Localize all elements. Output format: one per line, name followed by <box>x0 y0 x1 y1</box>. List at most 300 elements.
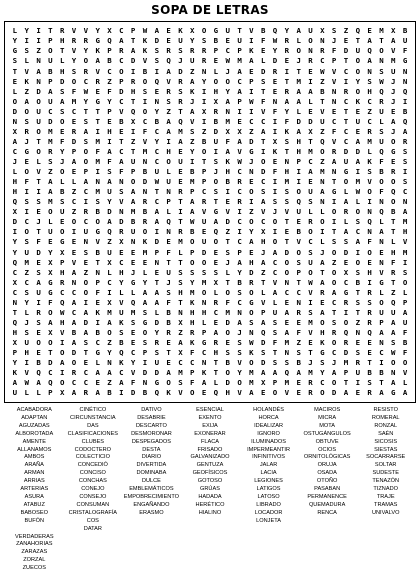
grid-letter[interactable]: S <box>80 137 92 147</box>
grid-letter[interactable]: I <box>340 308 352 318</box>
grid-letter[interactable]: U <box>175 157 187 167</box>
grid-letter[interactable]: J <box>163 277 175 287</box>
grid-letter[interactable]: S <box>210 267 222 277</box>
grid-letter[interactable]: M <box>340 358 352 368</box>
grid-letter[interactable]: E <box>352 388 364 398</box>
grid-letter[interactable]: N <box>376 237 388 247</box>
grid-letter[interactable]: R <box>163 328 175 338</box>
grid-letter[interactable]: I <box>281 66 293 76</box>
grid-letter[interactable]: B <box>198 137 210 147</box>
grid-letter[interactable]: R <box>139 217 151 227</box>
grid-letter[interactable]: M <box>376 26 388 36</box>
grid-letter[interactable]: E <box>127 338 139 348</box>
grid-letter[interactable]: U <box>80 227 92 237</box>
grid-letter[interactable]: O <box>21 167 33 177</box>
grid-letter[interactable]: K <box>186 86 198 96</box>
grid-letter[interactable]: O <box>139 76 151 86</box>
grid-letter[interactable]: C <box>210 308 222 318</box>
grid-letter[interactable]: X <box>56 388 68 398</box>
grid-letter[interactable]: L <box>44 217 56 227</box>
grid-letter[interactable]: A <box>33 66 45 76</box>
grid-letter[interactable]: X <box>222 127 234 137</box>
grid-letter[interactable]: R <box>210 297 222 307</box>
grid-letter[interactable]: F <box>104 86 116 96</box>
grid-letter[interactable]: W <box>80 86 92 96</box>
grid-letter[interactable]: N <box>316 197 328 207</box>
grid-letter[interactable]: F <box>92 147 104 157</box>
grid-letter[interactable]: S <box>210 157 222 167</box>
grid-letter[interactable]: E <box>56 127 68 137</box>
grid-letter[interactable]: T <box>340 116 352 126</box>
grid-letter[interactable]: C <box>68 378 80 388</box>
grid-letter[interactable]: O <box>115 66 127 76</box>
grid-letter[interactable]: C <box>44 106 56 116</box>
grid-letter[interactable]: U <box>44 96 56 106</box>
grid-letter[interactable]: O <box>186 388 198 398</box>
grid-letter[interactable]: Y <box>80 46 92 56</box>
grid-letter[interactable]: A <box>399 207 411 217</box>
grid-letter[interactable]: L <box>139 267 151 277</box>
grid-letter[interactable]: U <box>352 46 364 56</box>
grid-letter[interactable]: B <box>92 207 104 217</box>
grid-letter[interactable]: R <box>364 308 376 318</box>
grid-letter[interactable]: D <box>340 348 352 358</box>
grid-letter[interactable]: O <box>340 318 352 328</box>
grid-letter[interactable]: B <box>139 207 151 217</box>
grid-letter[interactable]: I <box>33 26 45 36</box>
grid-letter[interactable]: S <box>257 348 269 358</box>
grid-letter[interactable]: J <box>210 167 222 177</box>
grid-letter[interactable]: H <box>186 318 198 328</box>
grid-letter[interactable]: U <box>127 157 139 167</box>
grid-letter[interactable]: Y <box>281 106 293 116</box>
grid-letter[interactable]: V <box>68 257 80 267</box>
grid-letter[interactable]: G <box>340 287 352 297</box>
grid-letter[interactable]: A <box>222 147 234 157</box>
grid-letter[interactable]: K <box>163 388 175 398</box>
grid-letter[interactable]: E <box>305 338 317 348</box>
grid-letter[interactable]: K <box>245 348 257 358</box>
grid-letter[interactable]: V <box>21 368 33 378</box>
grid-letter[interactable]: N <box>316 36 328 46</box>
grid-letter[interactable]: G <box>92 227 104 237</box>
grid-letter[interactable]: U <box>9 388 21 398</box>
grid-letter[interactable]: A <box>9 137 21 147</box>
grid-letter[interactable]: G <box>340 167 352 177</box>
grid-letter[interactable]: O <box>127 177 139 187</box>
grid-letter[interactable]: N <box>305 46 317 56</box>
grid-letter[interactable]: D <box>340 46 352 56</box>
grid-letter[interactable]: V <box>139 137 151 147</box>
grid-letter[interactable]: A <box>281 308 293 318</box>
grid-letter[interactable]: B <box>163 318 175 328</box>
grid-letter[interactable]: C <box>234 217 246 227</box>
grid-letter[interactable]: S <box>376 127 388 137</box>
grid-letter[interactable]: R <box>115 46 127 56</box>
grid-letter[interactable]: C <box>186 358 198 368</box>
grid-letter[interactable]: M <box>44 137 56 147</box>
grid-letter[interactable]: O <box>33 147 45 157</box>
grid-letter[interactable]: C <box>245 116 257 126</box>
grid-letter[interactable]: N <box>139 157 151 167</box>
grid-letter[interactable]: R <box>56 26 68 36</box>
grid-letter[interactable]: U <box>376 137 388 147</box>
grid-letter[interactable]: S <box>281 197 293 207</box>
grid-letter[interactable]: I <box>21 187 33 197</box>
grid-letter[interactable]: T <box>305 348 317 358</box>
grid-letter[interactable]: X <box>210 96 222 106</box>
grid-letter[interactable]: B <box>139 66 151 76</box>
grid-letter[interactable]: O <box>56 378 68 388</box>
grid-letter[interactable]: X <box>9 338 21 348</box>
grid-letter[interactable]: R <box>175 227 187 237</box>
grid-letter[interactable]: Z <box>316 157 328 167</box>
grid-letter[interactable]: R <box>186 46 198 56</box>
grid-letter[interactable]: S <box>340 237 352 247</box>
grid-letter[interactable]: R <box>364 388 376 398</box>
grid-letter[interactable]: V <box>305 287 317 297</box>
grid-letter[interactable]: J <box>222 66 234 76</box>
grid-letter[interactable]: T <box>175 257 187 267</box>
grid-letter[interactable]: A <box>316 308 328 318</box>
grid-letter[interactable]: O <box>186 257 198 267</box>
grid-letter[interactable]: F <box>104 157 116 167</box>
grid-letter[interactable]: A <box>234 318 246 328</box>
grid-letter[interactable]: V <box>399 237 411 247</box>
grid-letter[interactable]: Q <box>151 76 163 86</box>
grid-letter[interactable]: Q <box>9 257 21 267</box>
grid-letter[interactable]: R <box>80 36 92 46</box>
grid-letter[interactable]: Y <box>127 358 139 368</box>
grid-letter[interactable]: J <box>387 96 399 106</box>
grid-letter[interactable]: R <box>198 56 210 66</box>
grid-letter[interactable]: F <box>269 338 281 348</box>
grid-letter[interactable]: Y <box>104 96 116 106</box>
grid-letter[interactable]: I <box>92 318 104 328</box>
grid-letter[interactable]: Q <box>399 86 411 96</box>
grid-letter[interactable]: B <box>92 247 104 257</box>
grid-letter[interactable]: J <box>186 96 198 106</box>
grid-letter[interactable]: A <box>115 157 127 167</box>
grid-letter[interactable]: C <box>234 167 246 177</box>
grid-letter[interactable]: D <box>68 348 80 358</box>
grid-letter[interactable]: O <box>328 247 340 257</box>
grid-letter[interactable]: D <box>104 207 116 217</box>
grid-letter[interactable]: M <box>127 308 139 318</box>
grid-letter[interactable]: X <box>257 378 269 388</box>
grid-letter[interactable]: M <box>245 378 257 388</box>
grid-letter[interactable]: P <box>186 247 198 257</box>
grid-letter[interactable]: Q <box>387 297 399 307</box>
grid-letter[interactable]: E <box>92 297 104 307</box>
grid-letter[interactable]: T <box>210 197 222 207</box>
grid-letter[interactable]: Q <box>364 328 376 338</box>
grid-letter[interactable]: H <box>56 318 68 328</box>
grid-letter[interactable]: Z <box>186 66 198 76</box>
grid-letter[interactable]: Z <box>293 338 305 348</box>
grid-letter[interactable]: P <box>127 26 139 36</box>
grid-letter[interactable]: A <box>92 56 104 66</box>
grid-letter[interactable]: F <box>222 297 234 307</box>
grid-letter[interactable]: R <box>234 177 246 187</box>
grid-letter[interactable]: A <box>198 378 210 388</box>
grid-letter[interactable]: N <box>352 328 364 338</box>
grid-letter[interactable]: C <box>234 297 246 307</box>
grid-letter[interactable]: P <box>234 247 246 257</box>
grid-letter[interactable]: X <box>115 237 127 247</box>
grid-letter[interactable]: S <box>328 26 340 36</box>
grid-letter[interactable]: A <box>269 287 281 297</box>
grid-letter[interactable]: I <box>352 167 364 177</box>
grid-letter[interactable]: A <box>387 328 399 338</box>
grid-letter[interactable]: H <box>56 267 68 277</box>
grid-letter[interactable]: S <box>399 157 411 167</box>
grid-letter[interactable]: A <box>399 127 411 137</box>
grid-letter[interactable]: O <box>163 378 175 388</box>
grid-letter[interactable]: R <box>127 76 139 86</box>
grid-letter[interactable]: P <box>399 297 411 307</box>
grid-letter[interactable]: C <box>80 217 92 227</box>
grid-letter[interactable]: Q <box>293 197 305 207</box>
grid-letter[interactable]: A <box>387 116 399 126</box>
grid-letter[interactable]: I <box>92 127 104 137</box>
grid-letter[interactable]: R <box>399 137 411 147</box>
grid-letter[interactable]: Q <box>316 137 328 147</box>
grid-letter[interactable]: E <box>198 227 210 237</box>
grid-letter[interactable]: A <box>44 86 56 96</box>
grid-letter[interactable]: C <box>68 197 80 207</box>
grid-letter[interactable]: F <box>399 348 411 358</box>
grid-letter[interactable]: L <box>352 197 364 207</box>
grid-letter[interactable]: J <box>328 358 340 368</box>
grid-letter[interactable]: B <box>56 187 68 197</box>
grid-letter[interactable]: D <box>9 106 21 116</box>
grid-letter[interactable]: E <box>305 66 317 76</box>
grid-letter[interactable]: N <box>222 106 234 116</box>
grid-letter[interactable]: L <box>92 358 104 368</box>
grid-letter[interactable]: N <box>316 177 328 187</box>
grid-letter[interactable]: S <box>399 147 411 157</box>
grid-letter[interactable]: P <box>68 147 80 157</box>
grid-letter[interactable]: T <box>210 368 222 378</box>
grid-letter[interactable]: T <box>151 187 163 197</box>
grid-letter[interactable]: R <box>234 197 246 207</box>
grid-letter[interactable]: C <box>198 348 210 358</box>
grid-letter[interactable]: S <box>293 257 305 267</box>
grid-letter[interactable]: O <box>210 177 222 187</box>
grid-letter[interactable]: Z <box>257 267 269 277</box>
grid-letter[interactable]: C <box>139 116 151 126</box>
grid-letter[interactable]: J <box>387 76 399 86</box>
grid-letter[interactable]: V <box>186 116 198 126</box>
grid-letter[interactable]: Q <box>399 116 411 126</box>
grid-letter[interactable]: S <box>92 197 104 207</box>
grid-letter[interactable]: B <box>376 167 388 177</box>
grid-letter[interactable]: N <box>175 308 187 318</box>
grid-letter[interactable]: Q <box>33 368 45 378</box>
grid-letter[interactable]: E <box>352 338 364 348</box>
grid-letter[interactable]: A <box>245 388 257 398</box>
grid-letter[interactable]: S <box>281 358 293 368</box>
grid-letter[interactable]: C <box>115 147 127 157</box>
grid-letter[interactable]: M <box>198 277 210 287</box>
grid-letter[interactable]: Y <box>9 358 21 368</box>
grid-letter[interactable]: S <box>234 287 246 297</box>
grid-letter[interactable]: D <box>340 247 352 257</box>
grid-letter[interactable]: I <box>68 227 80 237</box>
grid-letter[interactable]: C <box>281 287 293 297</box>
grid-letter[interactable]: C <box>80 187 92 197</box>
grid-letter[interactable]: P <box>151 247 163 257</box>
grid-letter[interactable]: P <box>163 197 175 207</box>
grid-letter[interactable]: D <box>151 36 163 46</box>
grid-letter[interactable]: P <box>139 348 151 358</box>
grid-letter[interactable]: M <box>364 137 376 147</box>
grid-letter[interactable]: V <box>115 106 127 116</box>
grid-letter[interactable]: S <box>364 167 376 177</box>
grid-letter[interactable]: L <box>210 287 222 297</box>
grid-letter[interactable]: Y <box>68 56 80 66</box>
grid-letter[interactable]: I <box>151 227 163 237</box>
grid-letter[interactable]: A <box>399 308 411 318</box>
grid-letter[interactable]: V <box>92 66 104 76</box>
grid-letter[interactable]: B <box>293 227 305 237</box>
grid-letter[interactable]: K <box>139 36 151 46</box>
grid-letter[interactable]: Z <box>104 378 116 388</box>
grid-letter[interactable]: T <box>92 257 104 267</box>
grid-letter[interactable]: N <box>139 187 151 197</box>
grid-letter[interactable]: M <box>281 338 293 348</box>
grid-letter[interactable]: I <box>305 297 317 307</box>
grid-letter[interactable]: U <box>234 36 246 46</box>
grid-letter[interactable]: V <box>376 267 388 277</box>
grid-letter[interactable]: C <box>127 348 139 358</box>
grid-letter[interactable]: E <box>175 167 187 177</box>
grid-letter[interactable]: E <box>293 388 305 398</box>
grid-letter[interactable]: Y <box>316 368 328 378</box>
grid-letter[interactable]: U <box>305 257 317 267</box>
grid-letter[interactable]: U <box>127 227 139 237</box>
grid-letter[interactable]: S <box>21 237 33 247</box>
grid-letter[interactable]: I <box>399 167 411 177</box>
grid-letter[interactable]: E <box>33 207 45 217</box>
grid-letter[interactable]: M <box>222 308 234 318</box>
grid-letter[interactable]: A <box>293 127 305 137</box>
grid-letter[interactable]: S <box>175 267 187 277</box>
grid-letter[interactable]: K <box>115 358 127 368</box>
grid-letter[interactable]: T <box>175 217 187 227</box>
grid-letter[interactable]: O <box>245 217 257 227</box>
grid-letter[interactable]: V <box>316 106 328 116</box>
grid-letter[interactable]: E <box>127 247 139 257</box>
grid-letter[interactable]: N <box>80 237 92 247</box>
grid-letter[interactable]: O <box>340 177 352 187</box>
grid-letter[interactable]: L <box>127 287 139 297</box>
grid-letter[interactable]: T <box>293 66 305 76</box>
grid-letter[interactable]: N <box>364 207 376 217</box>
grid-letter[interactable]: D <box>56 76 68 86</box>
grid-letter[interactable]: Z <box>21 86 33 96</box>
grid-letter[interactable]: E <box>163 237 175 247</box>
grid-letter[interactable]: F <box>127 378 139 388</box>
grid-letter[interactable]: J <box>234 328 246 338</box>
grid-letter[interactable]: O <box>281 267 293 277</box>
grid-letter[interactable]: T <box>376 378 388 388</box>
grid-letter[interactable]: L <box>316 237 328 247</box>
grid-letter[interactable]: J <box>33 217 45 227</box>
grid-letter[interactable]: K <box>139 46 151 56</box>
grid-letter[interactable]: I <box>21 36 33 46</box>
grid-letter[interactable]: E <box>387 157 399 167</box>
grid-letter[interactable]: D <box>115 217 127 227</box>
grid-letter[interactable]: U <box>269 308 281 318</box>
grid-letter[interactable]: A <box>376 388 388 398</box>
grid-letter[interactable]: D <box>80 318 92 328</box>
grid-letter[interactable]: K <box>139 237 151 247</box>
grid-letter[interactable]: S <box>305 247 317 257</box>
grid-letter[interactable]: F <box>186 348 198 358</box>
grid-letter[interactable]: S <box>139 338 151 348</box>
grid-letter[interactable]: C <box>269 267 281 277</box>
grid-letter[interactable]: G <box>399 56 411 66</box>
grid-letter[interactable]: G <box>376 277 388 287</box>
grid-letter[interactable]: N <box>364 66 376 76</box>
grid-letter[interactable]: W <box>352 187 364 197</box>
grid-letter[interactable]: Z <box>68 207 80 217</box>
grid-letter[interactable]: Y <box>9 36 21 46</box>
grid-letter[interactable]: A <box>44 177 56 187</box>
grid-letter[interactable]: S <box>80 338 92 348</box>
grid-letter[interactable]: E <box>340 257 352 267</box>
grid-letter[interactable]: D <box>9 217 21 227</box>
grid-letter[interactable]: H <box>115 267 127 277</box>
grid-letter[interactable]: V <box>33 167 45 177</box>
grid-letter[interactable]: O <box>245 358 257 368</box>
grid-letter[interactable]: A <box>281 96 293 106</box>
grid-letter[interactable]: T <box>364 358 376 368</box>
grid-letter[interactable]: I <box>198 96 210 106</box>
grid-letter[interactable]: Y <box>104 348 116 358</box>
grid-letter[interactable]: Z <box>245 127 257 137</box>
grid-letter[interactable]: L <box>293 36 305 46</box>
grid-letter[interactable]: I <box>139 96 151 106</box>
grid-letter[interactable]: S <box>33 197 45 207</box>
grid-letter[interactable]: O <box>352 257 364 267</box>
grid-letter[interactable]: E <box>115 247 127 257</box>
grid-letter[interactable]: J <box>245 157 257 167</box>
grid-letter[interactable]: O <box>352 207 364 217</box>
grid-letter[interactable]: V <box>245 26 257 36</box>
grid-letter[interactable]: B <box>234 277 246 287</box>
grid-letter[interactable]: I <box>56 368 68 378</box>
grid-letter[interactable]: A <box>33 277 45 287</box>
grid-letter[interactable]: E <box>340 36 352 46</box>
grid-letter[interactable]: H <box>293 137 305 147</box>
grid-letter[interactable]: A <box>104 147 116 157</box>
grid-letter[interactable]: E <box>151 267 163 277</box>
grid-letter[interactable]: G <box>92 96 104 106</box>
grid-letter[interactable]: F <box>115 167 127 177</box>
grid-letter[interactable]: V <box>92 237 104 247</box>
grid-letter[interactable]: B <box>399 26 411 36</box>
grid-letter[interactable]: P <box>92 277 104 287</box>
grid-letter[interactable]: A <box>163 368 175 378</box>
grid-letter[interactable]: H <box>186 308 198 318</box>
grid-letter[interactable]: O <box>387 177 399 187</box>
grid-letter[interactable]: G <box>387 388 399 398</box>
grid-letter[interactable]: A <box>80 308 92 318</box>
grid-letter[interactable]: I <box>21 358 33 368</box>
